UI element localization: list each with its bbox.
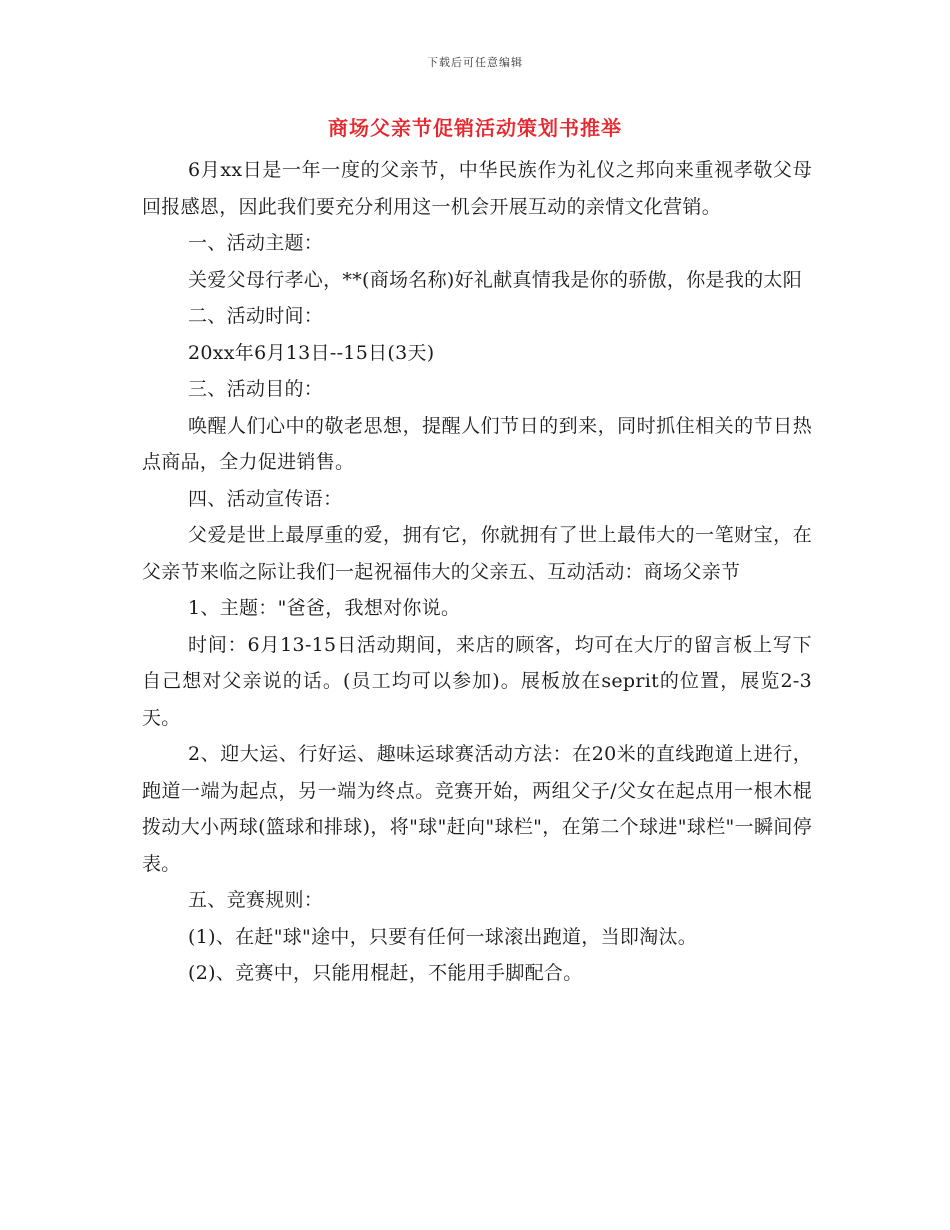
heading-activity-time: 二、活动时间： <box>188 305 324 327</box>
paragraph-interaction-time: 时间：6月13-15日活动期间，来店的顾客，均可在大厅的留言板上写下自己想对父亲说的话。(员工均可以参加)。展板放在seprit的位置，展览2-3天。 <box>142 633 812 729</box>
paragraph-slogan: 父爱是世上最厚重的爱，拥有它，你就拥有了世上最伟大的一笔财宝，在父亲节来临之际让我们一起祝福伟大的父亲五、互动活动：商场父亲节 <box>142 524 812 583</box>
heading-slogan: 四、活动宣传语： <box>188 487 343 510</box>
document-body <box>142 152 812 992</box>
paragraph-rule-1: (1)、在赶"球"途中，只要有任何一球滚出跑道，当即淘汰。 <box>188 925 698 948</box>
document-title: 商场父亲节促销活动策划书推举 <box>328 116 622 140</box>
heading-game-rules: 五、竞赛规则： <box>188 889 324 911</box>
paragraph-interaction-theme: 1、主题："爸爸，我想对你说。 <box>188 597 461 619</box>
paragraph-rule-2: (2)、竞赛中，只能用棍赶，不能用手脚配合。 <box>188 962 583 984</box>
page-header-note: 下载后可任意编辑 <box>427 56 523 69</box>
paragraph-activity-time: 20xx年6月13日--15日(3天) <box>188 341 435 364</box>
heading-activity-theme: 一、活动主题： <box>188 232 324 254</box>
heading-activity-purpose: 三、活动目的： <box>188 378 324 400</box>
paragraph-intro: 6月xx日是一年一度的父亲节，中华民族作为礼仪之邦向来重视孝敬父母回报感恩，因此我们要充分利用这一机会开展互动的亲情文化营销。 <box>142 159 812 218</box>
paragraph-activity-purpose: 唤醒人们心中的敬老思想，提醒人们节日的到来，同时抓住相关的节日热点商品，全力促进销售。 <box>142 414 812 473</box>
paragraph-activity-theme: 关爱父母行孝心，**(商场名称)好礼献真情我是你的骄傲，你是我的太阳 <box>188 268 803 291</box>
paragraph-ball-game: 2、迎大运、行好运、趣味运球赛活动方法：在20米的直线跑道上进行，跑道一端为起点，另一端为终点。竞赛开始，两组父子/父女在起点用一根木棍拨动大小两球(篮球和排球)，将"球"赶向"球栏"，在第二个球进"球栏"一瞬间停表。 <box>142 743 812 875</box>
